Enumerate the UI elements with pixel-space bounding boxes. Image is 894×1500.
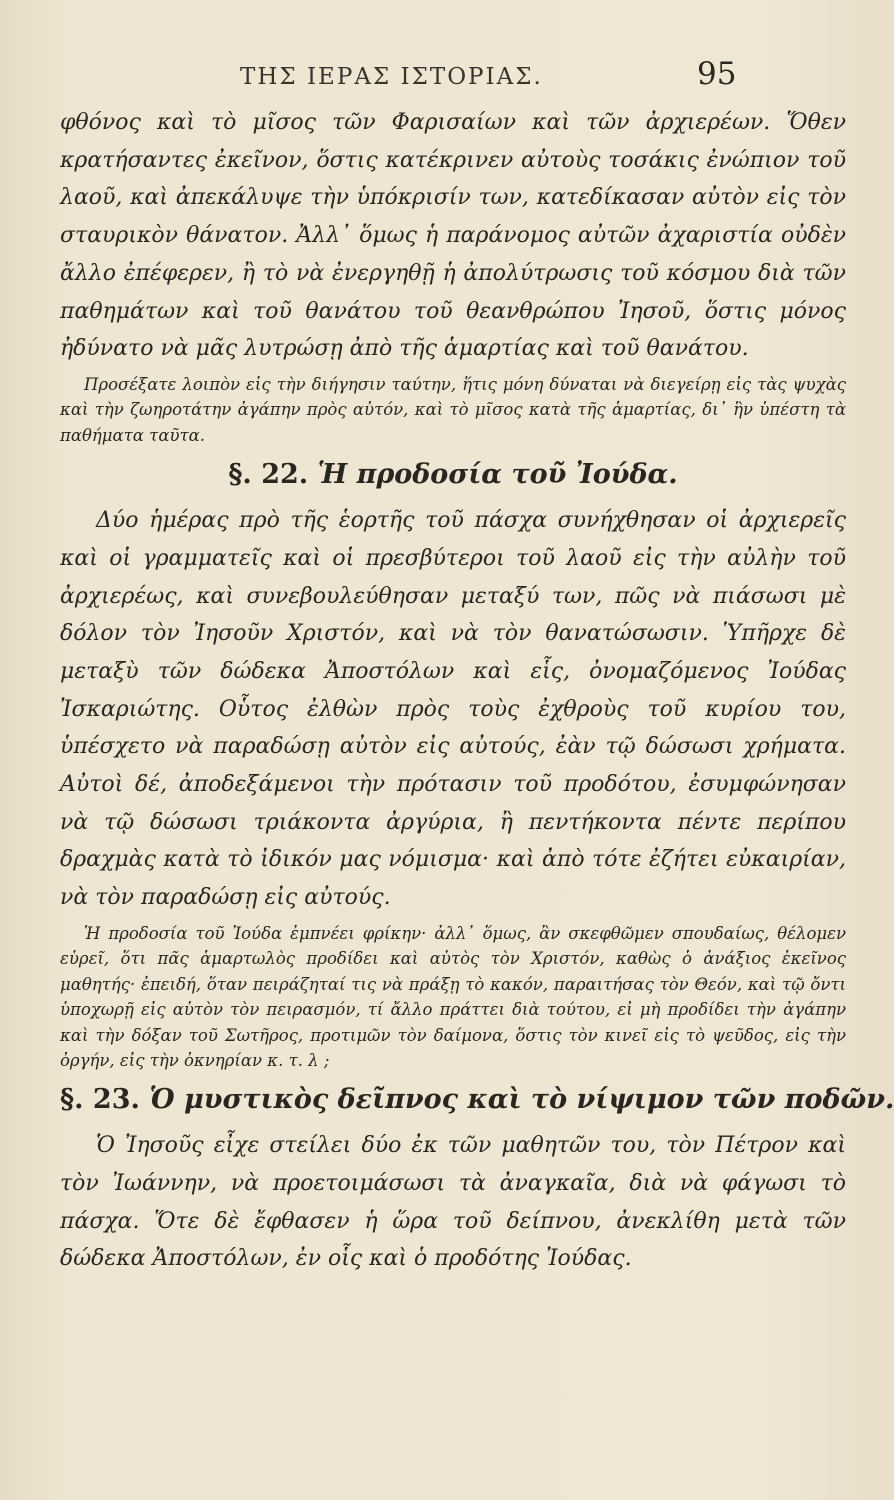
paragraph-2: Δύο ἡμέρας πρὸ τῆς ἑορτῆς τοῦ πάσχα συνήχθησαν οἱ ἀρχιερεῖς καὶ οἱ γραμματεῖς καὶ οἱ πρεσβύτεροι τοῦ λαοῦ εἰς τὴν αὐλὴν τοῦ ἀρχιερέως, καὶ συνεβουλεύθησαν μεταξύ των, πῶς νὰ πιάσωσι μὲ δόλον τὸν Ἰησοῦν Χριστόν, καὶ νὰ τὸν θανατώσωσιν. Ὑπῆρχε δὲ μεταξὺ τῶν δώδεκα Ἀποστόλων καὶ εἷς, ὀνομαζόμενος Ἰούδας Ἰσκαριώτης. Οὗτος ἐλθὼν πρὸς τοὺς ἐχθροὺς τοῦ κυρίου του, ὑπέσχετο νὰ παραδώσῃ αὐτὸν εἰς αὐτούς, ἐὰν τῷ δώσωσι χρήματα. Αὐτοὶ δέ, ἀποδεξάμενοι τὴν πρότασιν τοῦ προδότου, ἐσυμφώνησαν νὰ τῷ δώσωσι τριάκοντα ἀργύρια, ἢ πεντήκοντα πέντε περίπου δραχμὰς κατὰ τὸ ἰδικόν μας νόμισμα· καὶ ἀπὸ τότε ἐζήτει εὐκαιρίαν, νὰ τὸν παραδώσῃ εἰς αὐτούς. [60,508,846,911]
page-number: 95 [697,56,737,92]
paragraph-3: Ὁ Ἰησοῦς εἶχε στείλει δύο ἐκ τῶν μαθητῶν του, τὸν Πέτρον καὶ τὸν Ἰωάννην, νὰ προετοιμάσωσι τὰ ἀναγκαῖα, διὰ νὰ φάγωσι τὸ πάσχα. Ὅτε δὲ ἔφθασεν ἡ ὥρα τοῦ δείπνου, ἀνεκλίθη μετὰ τῶν δώδεκα Ἀποστόλων, ἐν οἷς καὶ ὁ προδότης Ἰούδας. [60,1133,846,1272]
section-22-title: Ἡ προδοσία τοῦ Ἰούδα. [317,459,678,491]
section-22-heading [60,448,846,502]
note-paragraph-1: Προσέξατε λοιπὸν εἰς τὴν διήγησιν ταύτην, ἥτις μόνη δύναται νὰ διεγείρῃ εἰς τὰς ψυχὰς καὶ τὴν ζωηροτάτην ἀγάπην πρὸς αὐτόν, καὶ τὸ μῖσος κατὰ τῆς ἁμαρτίας, δι᾽ ἣν ὑπέστη τὰ παθήματα ταῦτα. [60,374,846,445]
section-22-number: §. 22. [228,459,309,491]
running-title: ΤΗΣ ΙΕΡΑΣ ΙΣΤΟΡΙΑΣ. [240,64,543,90]
page-header [0,56,894,102]
note-paragraph-2: Ἡ προδοσία τοῦ Ἰούδα ἐμπνέει φρίκην· ἀλλ᾽ ὅμως, ἂν σκεφθῶμεν σπουδαίως, θέλομεν εὑρεῖ, ὅτι πᾶς ἁμαρτωλὸς προδίδει καὶ αὐτὸς τὸν Χριστόν, καθὼς ὁ ἀνάξιος ἐκεῖνος μαθητής· ἐπειδή, ὅταν πειράζηταί τις νὰ πράξῃ τὸ κακόν, παραιτήσας τὸν Θεόν, καὶ τῷ ὄντι ὑποχωρῇ εἰς αὐτὸν τὸν πειρασμόν, τί ἄλλο πράττει διὰ τούτου, εἰ μὴ προδίδει τὴν ἀγάπην καὶ τὴν δόξαν τοῦ Σωτῆρος, προτιμῶν τὸν δαίμονα, ὅστις τὸν κινεῖ εἰς τὸ ψεῦδος, εἰς τὴν ὀργήν, εἰς τὴν ὀκνηρίαν κ. τ. λ ; [60,923,846,1070]
section-23-number: §. 23. [60,1084,140,1116]
section-23-heading [60,1073,894,1127]
section-23-title: Ὁ μυστικὸς δεῖπνος καὶ τὸ νίψιμον τῶν ποδῶν. [149,1084,894,1116]
paragraph-1: φθόνος καὶ τὸ μῖσος τῶν Φαρισαίων καὶ τῶν ἀρχιερέων. Ὅθεν κρατήσαντες ἐκεῖνον, ὅστις κατέκρινεν αὐτοὺς τοσάκις ἐνώπιον τοῦ λαοῦ, καὶ ἀπεκάλυψε τὴν ὑπόκρισίν των, κατεδίκασαν αὐτὸν εἰς τὸν σταυρικὸν θάνατον. Ἀλλ᾽ ὅμως ἡ παράνομος αὐτῶν ἀχαριστία οὐδὲν ἄλλο ἐπέφερεν, ἢ τὸ νὰ ἐνεργηθῇ ἡ ἀπολύτρωσις τοῦ κόσμου διὰ τῶν παθημάτων καὶ τοῦ θανάτου τοῦ θεανθρώπου Ἰησοῦ, ὅστις μόνος ἠδύνατο νὰ μᾶς λυτρώσῃ ἀπὸ τῆς ἁμαρτίας καὶ τοῦ θανάτου. [60,110,846,362]
page-body [60,104,894,1278]
